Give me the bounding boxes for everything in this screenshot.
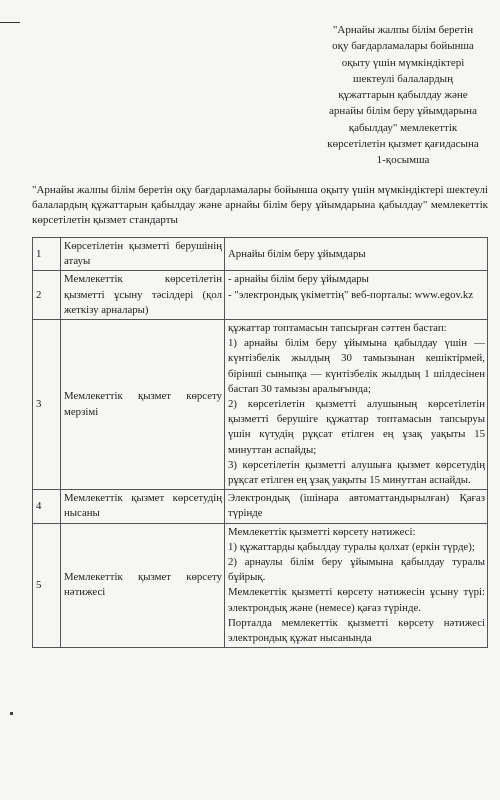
table-row: [33, 490, 488, 523]
appendix-line: оқу бағдарламалары бойынша: [332, 40, 474, 53]
table-row: [33, 238, 488, 271]
row-value-line: - "электрондық үкіметтің" веб-порталы: www.egov.kz: [228, 288, 474, 301]
row-value-line: Электрондық (ішінара автоматтандырылған) Қағаз түрінде: [228, 492, 485, 520]
row-name: [61, 238, 225, 271]
row-name: [61, 320, 225, 490]
row-name: [61, 271, 225, 320]
scan-mark: [10, 712, 13, 715]
row-value: [225, 320, 488, 490]
appendix-line: шектеулі балалардың: [353, 72, 453, 85]
row-name-text: Мемлекеттік қызмет көрсету мерзімі: [64, 390, 222, 418]
row-value-line: 1) құжаттарды қабылдау туралы қолхат (еркін түрде);: [228, 540, 475, 553]
row-value: [225, 490, 488, 523]
appendix-line: 1-қосымша: [376, 154, 430, 167]
row-name-text: Мемлекеттік қызмет көрсетудің нысаны: [64, 492, 222, 520]
appendix-line: қабылдау" мемлекеттік: [348, 121, 458, 134]
row-number: 4: [33, 490, 61, 523]
appendix-line: көрсетілетін қызмет қағидасына: [327, 138, 479, 151]
appendix-line: құжаттарын қабылдау және: [338, 89, 468, 102]
page-edge-line: [0, 22, 20, 23]
standard-table: [32, 237, 488, 648]
row-value-line: Арнайы білім беру ұйымдары: [228, 247, 366, 260]
row-value-line: 1) арнайы білім беру ұйымына қабылдау үшін — күнтізбелік жылдың 30 тамызынан кешіктірмей, біріншi сыныпқа — күнтізбелік жылдың 1 шілдесінен бастап 30 тамызы аралығында;: [228, 337, 485, 395]
row-value-line: 2) арнаулы білім беру ұйымына қабылдау туралы бұйрық.: [228, 556, 485, 584]
standard-title: "Арнайы жалпы білім беретін оқу бағдарламалары бойынша оқыту үшін мүмкіндіктері шектеулі балалардың құжаттарын қабылдау және арнайы білім беру ұйымдарына қабылдау" мемлекеттік көрсетілетін қызмет стандарты: [32, 184, 488, 226]
row-value-line: құжаттар топтамасын тапсырған сәттен бастап:: [228, 322, 447, 335]
appendix-line: оқыту үшін мүмкіндіктері: [341, 56, 465, 69]
row-value-line: Порталда мемлекеттік қызметті көрсету нәтижесі электрондық құжат нысанында: [228, 616, 485, 645]
row-value: [225, 271, 488, 320]
table-row: [33, 271, 488, 320]
row-value: [225, 238, 488, 271]
row-value-line: 3) көрсетілетін қызметті алушыға қызмет көрсетудің рұқсат етілген ең ұзақ уақыты 15 минуттан аспайды.: [228, 458, 485, 487]
row-number: 1: [33, 238, 61, 271]
table-row: [33, 523, 488, 648]
row-name: [61, 523, 225, 648]
row-number: 3: [33, 320, 61, 490]
row-value-line: - арнайы білім беру ұйымдары: [228, 273, 369, 286]
row-name-text: Мемлекеттік қызмет көрсету нәтижесі: [64, 571, 222, 599]
row-name-text: Көрсетілетін қызметті берушінің атауы: [64, 240, 222, 268]
appendix-line: "Арнайы жалпы білім беретін: [332, 24, 474, 36]
appendix-header: [318, 22, 488, 169]
row-value: [225, 523, 488, 648]
row-value-line: 2) көрсетілетін қызметті алушының көрсетілетін қызметті берушіге құжаттар топтамасын тапсыруы үшін күтудің рұқсат етілген ең ұзақ уақыты 15 минуттан аспайды;: [228, 398, 485, 456]
row-name-text: Мемлекеттік көрсетілетін қызметті ұсыну тәсілдері (қол жеткізу арналары): [64, 273, 222, 316]
row-number: 2: [33, 271, 61, 320]
table-row: [33, 320, 488, 490]
row-number: 5: [33, 523, 61, 648]
row-value-line: Мемлекеттік қызметті көрсету нәтижесін ұсыну түрі: электрондық және (немесе) қағаз түрінде.: [228, 586, 485, 614]
row-value-line: Мемлекеттік қызметті көрсету нәтижесі:: [228, 525, 416, 538]
appendix-line: арнайы білім беру ұйымдарына: [329, 105, 477, 118]
row-name: [61, 490, 225, 523]
